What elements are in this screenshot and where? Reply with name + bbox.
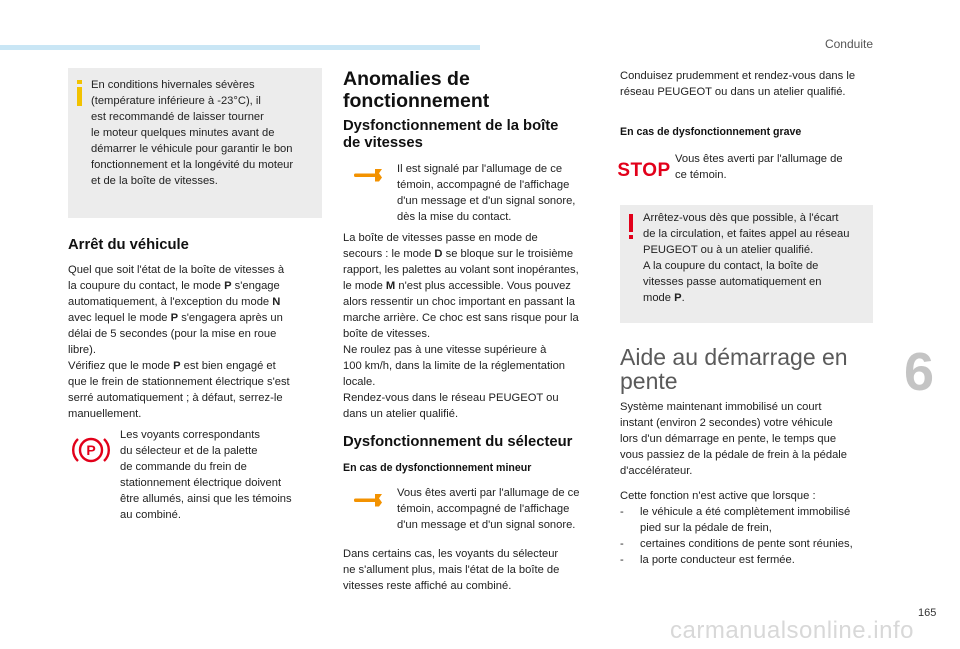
line: dès la mise du contact. (397, 211, 512, 223)
line: serré automatiquement ; à défaut, serrez-le (68, 392, 283, 404)
line: de commande du frein de (120, 461, 247, 473)
line: libre). (68, 344, 96, 356)
aide-paragraph (620, 399, 882, 479)
line: fonctionnement et la longévité du moteur (91, 159, 294, 171)
line: La boîte de vitesses passe en mode de (343, 232, 538, 244)
boite-paragraph (343, 230, 605, 422)
anomalies-heading (343, 68, 489, 112)
intro-paragraph (620, 68, 880, 100)
warning-box-text (643, 210, 871, 306)
section-title: Conduite (824, 37, 873, 51)
parking-brake-text (120, 427, 320, 523)
stop-warning-text (675, 151, 875, 183)
line: témoin, accompagné de l'affichage (397, 503, 570, 515)
line: et de la boîte de vitesses. (91, 175, 218, 187)
line: de la circulation, et faites appel au réseau (643, 228, 850, 240)
line: (température inférieure à -23°C), il (91, 95, 261, 107)
line: boîte de vitesses. (343, 328, 431, 340)
wrench-warning-text (397, 161, 602, 225)
heading-line: de vitesses (343, 135, 423, 151)
line: être allumés, ainsi que les témoins (120, 493, 292, 505)
line: d'un message et d'un signal sonore. (397, 519, 576, 531)
line: locale. (343, 376, 376, 388)
line: vous passiez de la pédale de frein à la pédale (620, 449, 848, 461)
line: Ne roulez pas à une vitesse supérieure à (343, 344, 547, 356)
selecteur-heading: Dysfonctionnement du sélecteur (343, 434, 573, 450)
line: Vérifiez que le mode P est bien engagé et (68, 360, 276, 372)
line: ce témoin. (675, 169, 727, 181)
line: mode P. (643, 292, 685, 304)
line: d'un message et d'un signal sonore, (397, 195, 576, 207)
line: démarrer le véhicule pour garantir le bon (91, 143, 293, 155)
selecteur-subheading: En cas de dysfonctionnement mineur (343, 462, 532, 474)
line: marche arrière. Ce choc est sans risque pour la (343, 312, 579, 324)
boite-heading (343, 118, 558, 152)
line: est recommandé de laisser tourner (91, 111, 264, 123)
line: Conduisez prudemment et rendez-vous dans le (620, 70, 856, 82)
chapter-number: 6 (904, 342, 935, 402)
line: la coupure du contact, le mode P s'engage (68, 280, 280, 292)
line: Arrêtez-vous dès que possible, à l'écart (643, 212, 839, 224)
line: d'accélérateur. (620, 465, 693, 477)
grave-subheading: En cas de dysfonctionnement grave (620, 126, 802, 138)
stop-icon (617, 158, 671, 181)
heading-line: pente (620, 368, 678, 394)
line: Vous êtes averti par l'allumage de (675, 153, 843, 165)
line: 100 km/h, dans la limite de la réglementation (343, 360, 566, 372)
line: Quel que soit l'état de la boîte de vitesses à (68, 264, 285, 276)
selecteur-warning-text (397, 485, 602, 533)
line: Dans certains cas, les voyants du sélecteur (343, 548, 559, 560)
line: ne s'allument plus, mais l'état de la boîte de (343, 564, 560, 576)
line: délai de 5 secondes (pour la mise en roue (68, 328, 277, 340)
heading-line: Anomalies de (343, 68, 470, 90)
watermark: carmanualsonline.info (670, 617, 914, 644)
wrench-icon (352, 493, 384, 507)
info-icon (76, 80, 83, 106)
line: le mode M n'est plus accessible. Vous pouvez (343, 280, 571, 292)
conditions-block (620, 488, 882, 568)
heading-line: fonctionnement (343, 90, 490, 112)
line: lors d'un démarrage en pente, le temps que (620, 433, 837, 445)
stop-icon-label: STOP (617, 160, 671, 181)
page-number: 165 (918, 607, 937, 619)
heading-line: Dysfonctionnement de la boîte (343, 118, 559, 134)
line: Système maintenant immobilisé un court (620, 401, 822, 413)
line: automatiquement, à l'exception du mode N (68, 296, 281, 308)
selecteur-paragraph (343, 546, 605, 594)
line: dans un atelier qualifié. (343, 408, 459, 420)
arret-heading: Arrêt du véhicule (68, 237, 189, 253)
aide-heading (620, 345, 848, 393)
list-item: - certaines conditions de pente sont réunies, (620, 538, 853, 550)
line: instant (environ 2 secondes) votre véhicule (620, 417, 833, 429)
wrench-icon (352, 168, 384, 182)
svg-text:P: P (86, 442, 96, 458)
line: témoin, accompagné de l'affichage (397, 179, 570, 191)
line: rapport, les palettes au volant sont inopérantes, (343, 264, 579, 276)
line: stationnement électrique doivent (120, 477, 282, 489)
line: Les voyants correspondants (120, 429, 260, 441)
line: le moteur quelques minutes avant de (91, 127, 275, 139)
line: du sélecteur et de la palette (120, 445, 258, 457)
header-accent-bar (0, 45, 480, 50)
heading-line: Aide au démarrage en (620, 344, 848, 370)
line: Rendez-vous dans le réseau PEUGEOT ou (343, 392, 559, 404)
parking-brake-icon (72, 434, 110, 466)
conditions-list (620, 504, 882, 568)
line: A la coupure du contact, la boîte de (643, 260, 819, 272)
arret-paragraph (68, 262, 320, 422)
line: Il est signalé par l'allumage de ce (397, 163, 563, 175)
line: vitesses passe automatiquement en (643, 276, 822, 288)
line: manuellement. (68, 408, 142, 420)
list-item: - le véhicule a été complètement immobilisé pied sur la pédale de frein, (620, 506, 851, 534)
line: avec lequel le mode P s'engagera après un (68, 312, 283, 324)
line: au combiné. (120, 509, 181, 521)
conditions-intro: Cette fonction n'est active que lorsque : (620, 490, 816, 502)
list-item: - la porte conducteur est fermée. (620, 554, 795, 566)
line: vitesses reste affiché au combiné. (343, 580, 512, 592)
info-box-text (91, 77, 319, 189)
warning-icon (628, 214, 634, 240)
line: secours : le mode D se bloque sur le troisième (343, 248, 574, 260)
line: que le frein de stationnement électrique s'est (68, 376, 290, 388)
line: PEUGEOT ou à un atelier qualifié. (643, 244, 814, 256)
line: En conditions hivernales sévères (91, 79, 255, 91)
line: Vous êtes averti par l'allumage de ce (397, 487, 580, 499)
line: alors ressentir un choc important en passant la (343, 296, 575, 308)
line: réseau PEUGEOT ou dans un atelier qualifié. (620, 86, 846, 98)
